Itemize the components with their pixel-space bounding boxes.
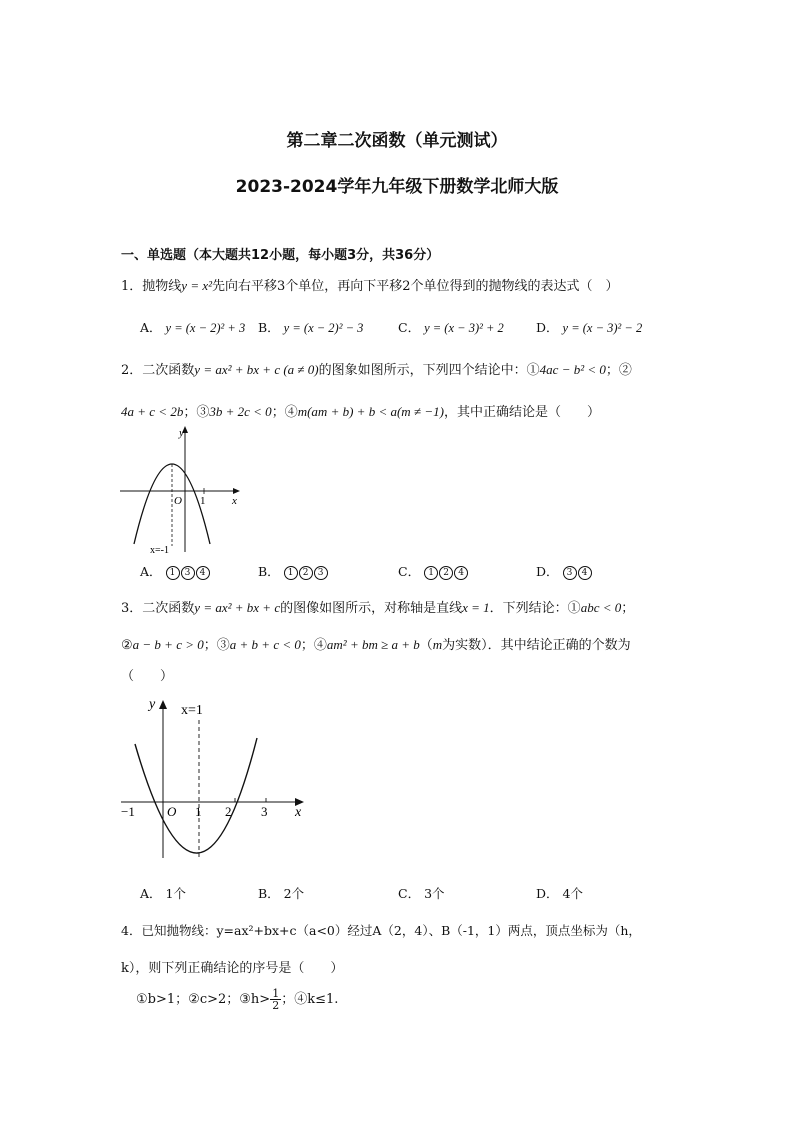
circled-three: ③ — [196, 405, 210, 420]
q2-option-b[interactable]: B． 1 2 3 — [258, 562, 329, 580]
parabola-curve — [135, 738, 257, 853]
q2-option-d[interactable]: D． 3 4 — [536, 562, 593, 580]
question-1 — [121, 275, 619, 294]
q3-option-b[interactable]: B． 2个 — [258, 886, 305, 901]
q1-option-c[interactable]: C． y = (x − 3)² + 2 — [398, 320, 504, 335]
question-text: 抛物线 — [142, 279, 182, 294]
q1-option-b[interactable]: B． y = (x − 2)² − 3 — [258, 320, 364, 335]
question-text: 先向右平移3个单位，再向下平移2个单位得到的抛物线的表达式（ ） — [212, 279, 619, 294]
circled-two: ② — [121, 638, 133, 653]
fraction-one-half: $\frac{1}{2}$ — [272, 987, 280, 1012]
origin-label: O — [174, 495, 182, 507]
x-axis-label: x — [232, 495, 237, 507]
question-3-line-1: 3．二次函数y = ax² + bx + c的图像如图所示，对称轴是直线x = 1．下列结论：①abc < 0； — [121, 600, 635, 616]
q2-option-a[interactable]: A． 1 3 4 — [140, 562, 211, 580]
circled-one: ① — [567, 601, 581, 616]
title-line-2: 2023-2024学年九年级下册数学北师大版 — [235, 177, 559, 197]
tick-label: 1 — [200, 495, 206, 507]
question-4-line-2: k），则下列正确结论的序号是（ ） — [121, 961, 344, 976]
q2-parabola-graph — [118, 424, 248, 556]
x-axis-label: x — [295, 805, 302, 820]
y-axis-label: y — [149, 697, 156, 712]
origin-label: O — [167, 804, 177, 819]
y-axis-label: y — [179, 427, 184, 439]
circled-four: ④ — [284, 405, 298, 420]
tick-label: 1 — [195, 804, 202, 819]
tick-label: 3 — [261, 804, 268, 819]
question-2-line-1: 2．二次函数y = ax² + bx + c (a ≠ 0)的图象如图所示，下列四个结论中：①4ac − b² < 0；② — [121, 362, 632, 378]
q3-parabola-graph — [115, 692, 315, 862]
tick-label: −1 — [121, 804, 135, 819]
tick-label: 2 — [225, 804, 232, 819]
circled-four: ④ — [313, 638, 327, 653]
question-4-conclusions: ①b>1；②c>2；③h> $\frac{1}{2}$ ；④k≤1. — [136, 987, 339, 1012]
q1-option-d[interactable]: D． y = (x − 3)² − 2 — [536, 320, 643, 335]
q3-option-c[interactable]: C． 3个 — [398, 886, 445, 901]
symmetry-axis-label: x=-1 — [150, 545, 169, 556]
question-2-line-2: 4a + c < 2b；③3b + 2c < 0；④m(am + b) + b < a(m ≠ −1)，其中正确结论是（ ） — [121, 404, 600, 420]
question-number: 2． — [121, 363, 143, 378]
circled-one: ① — [526, 363, 540, 378]
symmetry-line-label: x=1 — [181, 703, 203, 718]
math-expression: y = x² — [181, 278, 213, 293]
x-axis-arrow-icon — [233, 488, 240, 494]
q2-option-c[interactable]: C． 1 2 4 — [398, 562, 469, 580]
math-expression: y = ax² + bx + c (a ≠ 0) — [194, 362, 319, 377]
question-3-paren: （ ） — [121, 669, 174, 684]
q3-option-a[interactable]: A． 1个 — [140, 886, 186, 901]
title-line-1: 第二章二次函数（单元测试） — [286, 131, 508, 151]
question-4-line-1: 4．已知抛物线：y=ax²+bx+c（a<0）经过A（2，4）、B（-1，1）两点，顶点坐标为（h， — [121, 923, 641, 938]
question-3-line-2: ②a − b + c > 0；③a + b + c < 0；④am² + bm ≥ a + b（m为实数）．其中结论正确的个数为 — [121, 637, 631, 653]
section-heading: 一、单选题（本大题共12小题，每小题3分，共36分） — [121, 248, 440, 263]
question-number: 4． — [121, 923, 142, 938]
question-number: 3． — [121, 601, 143, 616]
y-axis-arrow-icon — [159, 700, 167, 709]
q3-option-d[interactable]: D． 4个 — [536, 886, 583, 901]
circled-two: ② — [618, 363, 632, 378]
question-number: 1． — [121, 279, 143, 294]
q1-option-a[interactable]: A． y = (x − 2)² + 3 — [140, 320, 246, 335]
circled-three: ③ — [216, 638, 230, 653]
